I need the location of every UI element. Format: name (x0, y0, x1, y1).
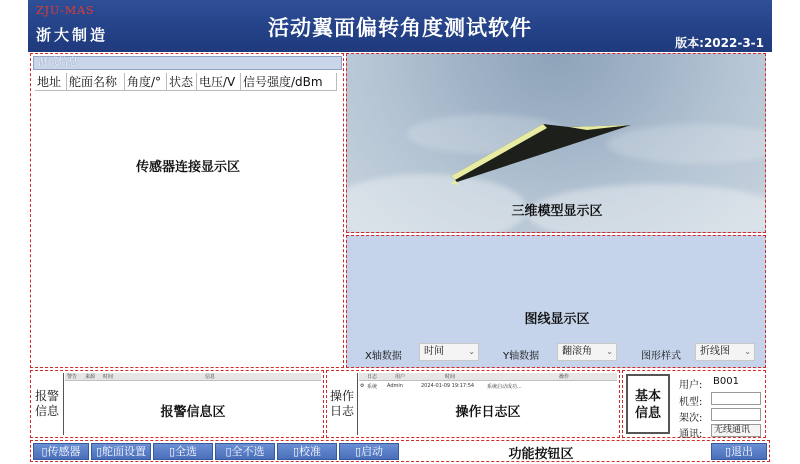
user-value: B001 (713, 376, 739, 387)
basic-info-title-box (626, 374, 670, 434)
logo-bottom-text: 浙大制造 (36, 26, 109, 44)
sensor-connection-panel (30, 53, 344, 368)
col-voltage[interactable]: 电压/V (197, 73, 241, 91)
log-table-header (359, 373, 617, 381)
comm-label: 通讯: (679, 429, 703, 440)
basic-info-title: 基本 信息 (634, 389, 661, 421)
x-axis-select[interactable] (419, 343, 479, 361)
app-title: 活动翼面偏转角度测试软件 (268, 16, 532, 40)
col-status[interactable]: 状态 (167, 73, 197, 91)
test-info-tab-label: 测试信息 (38, 57, 78, 68)
log-region-label: 操作日志区 (455, 405, 521, 420)
log-row-message: 系统启动成功... (487, 384, 522, 390)
alarm-table-header (65, 373, 321, 381)
log-row-user: Admin (387, 383, 403, 389)
3d-model-panel[interactable] (346, 53, 766, 233)
deselect-all-button[interactable]: ▯全不选 (215, 443, 275, 460)
log-row-time: 2024-01-09 19:17:54 (421, 383, 475, 389)
curve-display-panel (346, 235, 766, 368)
gear-icon: ⚙ (360, 383, 365, 389)
sensor-table-header (35, 73, 342, 93)
chart-style-value: 折线图 (700, 346, 730, 357)
log-col-action: 操作 (559, 374, 570, 380)
model-type-input[interactable] (711, 392, 761, 405)
curve-region-label: 图线显示区 (524, 312, 590, 327)
col-surface-name[interactable]: 舵面名称 (67, 73, 125, 91)
y-axis-value: 翻滚角 (562, 346, 592, 357)
sortie-label: 架次: (679, 413, 703, 424)
start-button[interactable]: ▯启动 (339, 443, 399, 460)
chart-style-select[interactable] (695, 343, 755, 361)
sortie-input[interactable] (711, 408, 761, 421)
comm-select[interactable] (711, 424, 761, 437)
operation-log-panel (326, 370, 620, 438)
alarm-col-source: 来源 (85, 374, 96, 380)
log-side-title: 操作 日志 (329, 389, 354, 418)
exit-button[interactable]: ▯退出 (711, 443, 767, 460)
select-all-button[interactable]: ▯全选 (153, 443, 213, 460)
logo-top-text: ZJU-MAS (36, 4, 95, 17)
comm-value: 无线通讯 (714, 425, 751, 435)
version-label: 版本:2022-3-1 (675, 36, 764, 50)
model-region-label: 三维模型显示区 (511, 204, 603, 219)
y-axis-select[interactable] (557, 343, 617, 361)
col-address[interactable]: 地址 (35, 73, 67, 91)
y-axis-label: Y轴数据 (503, 351, 540, 362)
chart-style-label: 图形样式 (641, 351, 681, 362)
log-row[interactable] (359, 382, 617, 391)
function-button-bar (30, 440, 770, 462)
basic-info-panel (622, 370, 766, 438)
calibrate-button[interactable]: ▯校准 (277, 443, 337, 460)
test-info-tab[interactable] (33, 56, 342, 70)
alarm-info-panel (30, 370, 324, 438)
sensor-region-label: 传感器连接显示区 (135, 160, 240, 175)
col-angle[interactable]: 角度/° (125, 73, 167, 91)
log-col-time: 时间 (445, 374, 456, 380)
col-signal-strength[interactable]: 信号强度/dBm (241, 73, 337, 91)
x-axis-label: X轴数据 (365, 351, 402, 362)
alarm-col-time: 时间 (103, 374, 114, 380)
user-label: 用户: (679, 380, 703, 391)
x-axis-value: 时间 (424, 346, 444, 357)
alarm-side-title: 报警 信息 (34, 389, 59, 418)
sensor-button[interactable]: ▯传感器 (33, 443, 89, 460)
log-col-user: 用户 (395, 374, 406, 380)
alarm-region-label: 报警信息区 (160, 405, 226, 420)
log-row-type: 系统 (367, 384, 378, 390)
app-header (28, 0, 772, 52)
button-region-label: 功能按钮区 (508, 447, 574, 462)
chevron-down-icon: ⌄ (606, 347, 613, 356)
model-type-label: 机型: (679, 397, 703, 408)
surface-settings-button[interactable]: ▯舵面设置 (91, 443, 151, 460)
log-col-log: 日志 (367, 374, 378, 380)
chevron-down-icon: ⌄ (468, 347, 475, 356)
alarm-col-warning: 警告 (67, 374, 78, 380)
alarm-col-info: 信息 (205, 374, 216, 380)
chevron-down-icon: ⌄ (744, 347, 751, 356)
